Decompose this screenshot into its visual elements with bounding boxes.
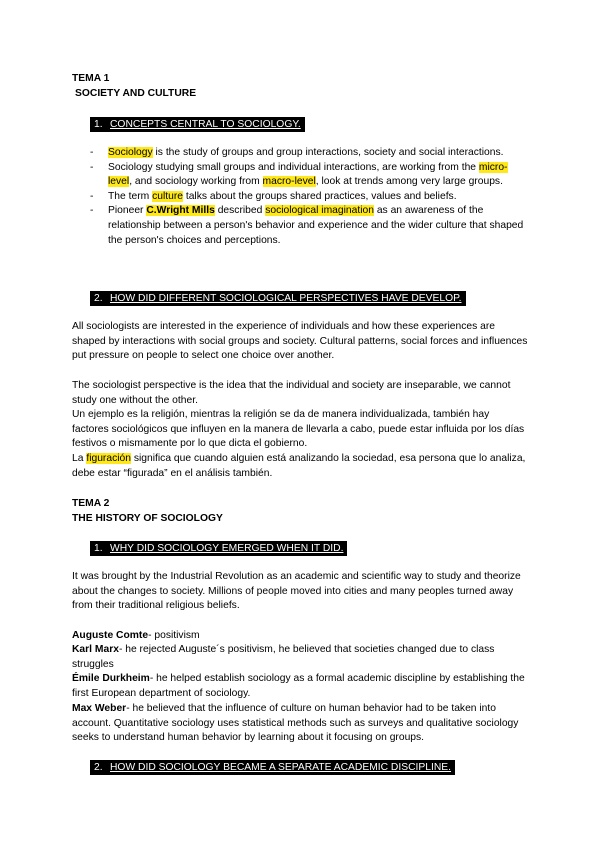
section-text: WHY DID SOCIOLOGY EMERGED WHEN IT DID.: [110, 543, 344, 554]
list-item-text: The term: [108, 190, 153, 202]
sociologist-comte: [72, 629, 528, 644]
sociologist-text: - he helped establish sociology as a formal academic discipline by establishing the first European department of sociology.: [72, 673, 525, 699]
tema1-title: SOCIETY AND CULTURE: [75, 88, 197, 99]
highlight-term: micro-level: [108, 161, 508, 188]
tema1-section1-heading: [90, 117, 305, 132]
list-item-text: is the study of groups and group interactions, society and social interactions.: [152, 147, 504, 158]
list-item-text: , and sociology working from: [129, 176, 263, 188]
list-item: [90, 146, 530, 161]
list-item-text: Sociology studying small groups and individual interactions, are working from the: [108, 161, 479, 173]
sociologist-marx: [72, 643, 528, 672]
section-number: 1.: [94, 543, 103, 554]
paragraph: Un ejemplo es la religión, mientras la religión se da de manera individualizada, también hay factores sociológicos que influyen en la manera de llevarla a cabo, puede estar influida por los días festivos o mismamente por lo que dicta el gobierno.: [72, 409, 525, 450]
highlight-term: sociological imagination: [265, 205, 374, 217]
sociologist-text: - positivism: [148, 630, 200, 641]
sociologist-durkheim: [72, 672, 528, 701]
tema1-section2-heading: [90, 291, 466, 306]
list-item: [90, 204, 530, 248]
list-item-text: as an awareness of the relationship between a person's behavior and experience and the wider culture that shaped the person's choices and perceptions.: [108, 205, 524, 246]
paragraph: [72, 452, 528, 481]
sociologist-text: - he rejected Auguste´s positivism, he believed that societies changed due to class struggles: [72, 644, 495, 670]
list-item: [90, 161, 530, 190]
highlight-term: culture: [152, 190, 183, 202]
tema2-section2-heading: [90, 760, 455, 775]
paragraph-text: La: [72, 453, 87, 464]
concepts-list: [90, 146, 530, 248]
sociologist-weber: [72, 702, 528, 746]
section-number: 2.: [94, 762, 103, 773]
section-text: HOW DID SOCIOLOGY BECAME A SEPARATE ACADEMIC DISCIPLINE.: [110, 762, 452, 773]
section-text: CONCEPTS CENTRAL TO SOCIOLOGY.: [110, 119, 301, 130]
tema2-title: THE HISTORY OF SOCIOLOGY: [72, 513, 223, 524]
sociologist-name: Auguste Comte: [72, 630, 149, 641]
highlight-term: figuración: [86, 453, 131, 464]
tema2-section1-heading: [90, 541, 347, 556]
section-text: HOW DID DIFFERENT SOCIOLOGICAL PERSPECTIVES HAVE DEVELOP.: [110, 293, 462, 304]
tema1-label: TEMA 1: [72, 73, 110, 84]
highlight-term: C.Wright Mills: [146, 205, 215, 217]
paragraph: All sociologists are interested in the experience of individuals and how these experiences are shaped by interactions with social groups and society. Cultural patterns, social forces and influences put pressure on people to select one choice over another.: [72, 321, 528, 362]
sociologist-name: Émile Durkheim: [72, 673, 150, 684]
paragraph-text: significa que cuando alguien está analizando la sociedad, esa persona que lo analiza, debe estar “figurada” en el análisis también.: [72, 453, 526, 479]
list-item-text: , look at trends among very large groups.: [315, 176, 503, 188]
highlight-term: macro-level: [262, 176, 316, 188]
section-number: 1.: [94, 119, 103, 130]
paragraph: It was brought by the Industrial Revolution as an academic and scientific way to study and theorize about the changes to society. Millions of people moved into cities and many peoples turned away from their traditional religious beliefs.: [72, 571, 521, 612]
list-item-text: talks about the groups shared practices, values and beliefs.: [182, 190, 457, 202]
sociologist-name: Karl Marx: [72, 644, 119, 655]
section-number: 2.: [94, 293, 103, 304]
list-item-text: Pioneer: [108, 205, 147, 217]
sociologist-name: Max Weber: [72, 703, 127, 714]
paragraph: The sociologist perspective is the idea that the individual and society are inseparable, we cannot study one without the other.: [72, 380, 511, 406]
list-item-text: described: [214, 205, 266, 217]
sociologist-text: - he believed that the influence of culture on human behavior had to be taken into account. Quantitative sociology uses statistical methods such as surveys and qualitative sociology seeks to understand human behavior by learning about it focusing on groups.: [72, 703, 519, 744]
highlight-term: Sociology: [108, 147, 153, 158]
list-item: [90, 190, 530, 205]
tema2-label: TEMA 2: [72, 498, 110, 509]
